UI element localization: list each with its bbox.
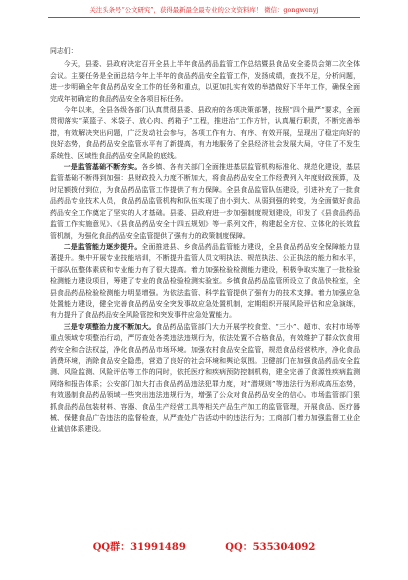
header-divider bbox=[48, 17, 360, 18]
paragraph-lead: 一是监管基础不断夯实。 bbox=[63, 163, 142, 172]
paragraph bbox=[50, 105, 360, 162]
footer-contact bbox=[0, 542, 408, 554]
paragraph-text: 食品药品监管部门大力开展学校食堂、“三小”、超市、农村市场等重点领域专项整治行动，严厉查处各类违法违规行为，依法处置不合格食品，有效维护了群众饮食用药安全和合法权益，净化食品药品市场环境。加强农村食品安全监管，规范食品经营秩序，净化食品消费环境，消除食品安全隐患，营造了良好的社会环境和舆论氛围。卫健部门在加强食品药品安全监测、风险监测、风险评估等工作的同时，依托医疗和疾病预防控制机构，建全完善了食源性疾病监测网络和报告体系；公安部门加大打击食品药品违法犯罪力度，对“潜规则”等违法行为形成高压态势，有效遏制食品药品领域一些突出违法违规行为，增强了公众对食品药品安全的信心。市场监管部门狠抓食品药品包装材料、容器、食品生产经营工具等相关产品生产加工的监管管理，开展食品、医疗器械、保健食品广告违法的监督检查，从严查处广告活动中的违法行为；工商部门着力加强监督工业企业诚信体系建设。 bbox=[50, 322, 361, 434]
document-body bbox=[50, 46, 360, 436]
footer-qq-group: QQ群：31991489 bbox=[92, 542, 186, 553]
header-banner: 关注头条号“公文研究”，获得最新最全最专业的公文资料库！ 微信：gongwenyj bbox=[89, 6, 319, 14]
paragraph-lead: 三是专项整治力度不断加大。 bbox=[63, 322, 156, 331]
paragraph-text: 各乡镇、各有关部门全面推进基层监管机构标准化、规范化建设，基层监管基础不断得到加强：县财政投入力度不断加大，将食品药品安全工作经费列入年度财政预算，及时足额拨付到位，为食品药品监管工作提供了有力保障。全县食品监管队伍建设，引进补充了一批食品药品专业技术人员，食品药品监管机构和队伍实现了由小到大、从弱到强的转变，为全面做好食品药品安全工作奠定了坚实的人才基础。县委、县政府进一步加强制度规划建设，印发了《县食品药品监管工作实施意见》、《县食品药品安全十四五规划》等一系列文件，构建起全方位、立体化的长效监管机制，为强化食品药品安全监管提供了强有力的政策制度保障。 bbox=[50, 163, 361, 240]
paragraph bbox=[50, 59, 360, 105]
paragraph-text: 今年以来，全县各级各部门认真贯彻县委、县政府的各项决策部署，按照“四个最严”要求，全面贯彻落实“菜篮子、米袋子、放心肉、药箱子”工程，推进治“工作方针，认真履行职责，不断完善举措，有效解决突出问题，广泛发动社会参与，各项工作有力、有序、有效开展，呈现出了稳定向好的良好态势，食品药品安全监管水平有了新提高，有力地服务了全县经济社会发展大局，守住了不发生系统性、区域性食品药品安全风险的底线。 bbox=[50, 106, 360, 160]
paragraph bbox=[50, 322, 360, 436]
paragraph-text: 全面推进县、乡食品药品监管能力建设，全县食品药品安全保障能力显著提升。集中开展专业技能培训，不断提升监管人员文明执法、规范执法、公正执法的能力和水平，干部队伍整体素质和专业能力有了很大提高。着力加强检验检测能力建设，积极争取实施了一批检验检测能力建设项目，筹建了专业的食品检验检测实验室。乡镇食品药品监管所设立了食品快检室，全县食品药品检验检测能力明显增强。为依法监管、科学监管提供了强有力的技术支撑。着力加强应急处置能力建设，健全完善食品药品安全突发事故应急处置机制，定期组织开展风险评估和应急演练，有力提升了食品药品安全风险管控和突发事件应急处置能力。 bbox=[50, 242, 361, 320]
paragraph-text: 今天，县委、县政府决定召开全县上半年食品药品监管工作总结暨县食品安全委员会第二次全体会议。主要任务是全面总结今年上半年的食品药品安全监管工作，发扬成绩，查找不足，分析问题，进一步明确全年食品药品安全工作的任务和重点，以更加扎实有效的举措做好下半年工作，确保全面完成年初确定的食品药品安全各项目标任务。 bbox=[50, 60, 360, 103]
footer-qq: QQ：535304092 bbox=[225, 542, 316, 553]
paragraph-lead: 二是监管能力逐步提升。 bbox=[63, 242, 142, 251]
salutation: 同志们： bbox=[50, 47, 78, 55]
paragraph bbox=[50, 162, 360, 242]
paragraph bbox=[50, 242, 360, 322]
